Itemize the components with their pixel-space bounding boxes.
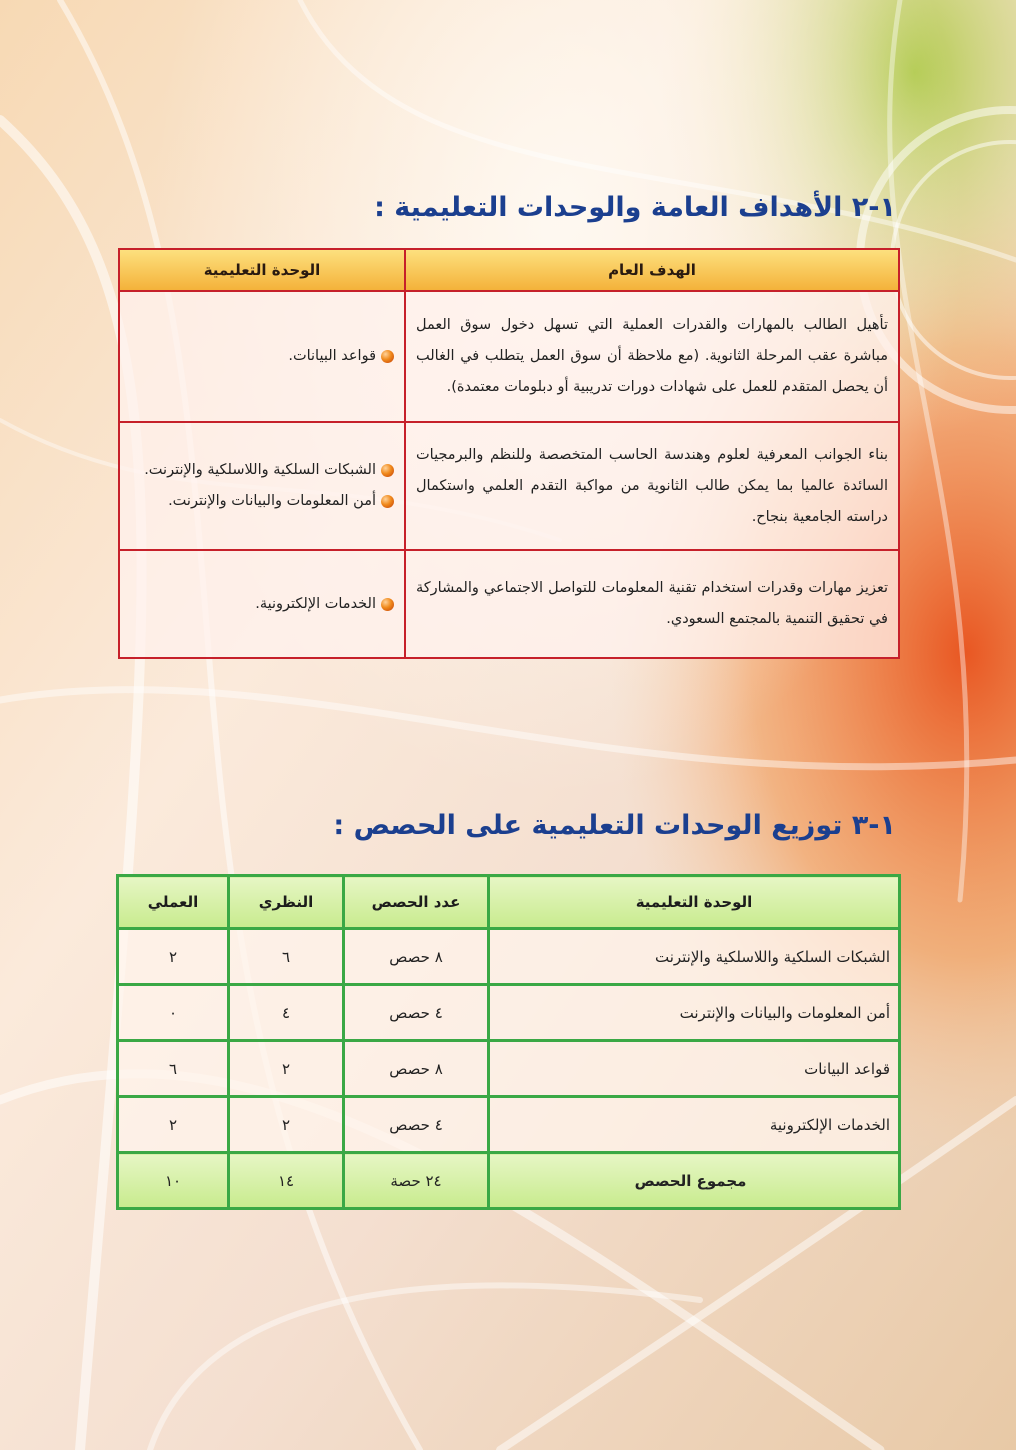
header-theory: النظري <box>229 876 344 929</box>
unit-cell: الشبكات السلكية واللاسلكية والإنترنت <box>489 929 900 985</box>
unit-list-item <box>126 589 394 620</box>
unit-list-item <box>126 486 394 517</box>
section-title-goals: ١-٢ الأهداف العامة والوحدات التعليمية : <box>374 192 896 223</box>
unit-label: أمن المعلومات والبيانات والإنترنت. <box>168 493 376 509</box>
total-row <box>118 1153 900 1209</box>
practical-cell: ٢ <box>118 1097 229 1153</box>
units-cell <box>119 291 405 422</box>
unit-cell: الخدمات الإلكترونية <box>489 1097 900 1153</box>
goal-cell: تعزيز مهارات وقدرات استخدام تقنية المعلومات للتواصل الاجتماعي والمشاركة في تحقيق التنمية بالمجتمع السعودي. <box>405 550 899 658</box>
goal-cell: بناء الجوانب المعرفية لعلوم وهندسة الحاسب المتخصصة وللنظم والبرمجيات السائدة عالميا بما يمكن طالب الثانوية من مواكبة التقدم العلمي واستكمال دراسته الجامعية بنجاح. <box>405 422 899 550</box>
table-row <box>118 1097 900 1153</box>
units-cell <box>119 422 405 550</box>
header-count: عدد الحصص <box>344 876 489 929</box>
distribution-table <box>116 874 901 1210</box>
table-row <box>119 291 899 422</box>
practical-cell: ٦ <box>118 1041 229 1097</box>
units-cell <box>119 550 405 658</box>
table-header-row <box>119 249 899 291</box>
total-label: مجموع الحصص <box>489 1153 900 1209</box>
count-cell: ٤ حصص <box>344 985 489 1041</box>
orange-bullet-icon <box>381 598 394 611</box>
table-header-row <box>118 876 900 929</box>
total-practical-cell: ١٠ <box>118 1153 229 1209</box>
unit-cell: أمن المعلومات والبيانات والإنترنت <box>489 985 900 1041</box>
header-practical: العملي <box>118 876 229 929</box>
table-row <box>118 929 900 985</box>
total-count-cell: ٢٤ حصة <box>344 1153 489 1209</box>
unit-label: قواعد البيانات. <box>288 348 376 364</box>
unit-list-item <box>126 341 394 372</box>
header-unit: الوحدة التعليمية <box>489 876 900 929</box>
unit-label: الشبكات السلكية واللاسلكية والإنترنت. <box>144 462 376 478</box>
orange-bullet-icon <box>381 350 394 363</box>
header-goal: الهدف العام <box>405 249 899 291</box>
unit-cell: قواعد البيانات <box>489 1041 900 1097</box>
orange-bullet-icon <box>381 495 394 508</box>
practical-cell: ٢ <box>118 929 229 985</box>
section-title-distribution: ١-٣ توزيع الوحدات التعليمية على الحصص : <box>333 810 896 841</box>
count-cell: ٨ حصص <box>344 929 489 985</box>
theory-cell: ٢ <box>229 1041 344 1097</box>
unit-list-item <box>126 455 394 486</box>
table-row <box>119 422 899 550</box>
theory-cell: ٦ <box>229 929 344 985</box>
theory-cell: ٤ <box>229 985 344 1041</box>
header-units: الوحدة التعليمية <box>119 249 405 291</box>
count-cell: ٤ حصص <box>344 1097 489 1153</box>
goals-units-table <box>118 248 900 659</box>
practical-cell: ٠ <box>118 985 229 1041</box>
count-cell: ٨ حصص <box>344 1041 489 1097</box>
theory-cell: ٢ <box>229 1097 344 1153</box>
total-theory-cell: ١٤ <box>229 1153 344 1209</box>
unit-label: الخدمات الإلكترونية. <box>255 595 376 612</box>
table-row <box>118 1041 900 1097</box>
orange-bullet-icon <box>381 464 394 477</box>
table-row <box>118 985 900 1041</box>
table-row <box>119 550 899 658</box>
goal-cell: تأهيل الطالب بالمهارات والقدرات العملية التي تسهل دخول سوق العمل مباشرة عقب المرحلة الثانوية. (مع ملاحظة أن سوق العمل يتطلب في الغالب أن يحصل المتقدم للعمل على شهادات دورات تدريبية أو دبلومات معتمدة). <box>405 291 899 422</box>
